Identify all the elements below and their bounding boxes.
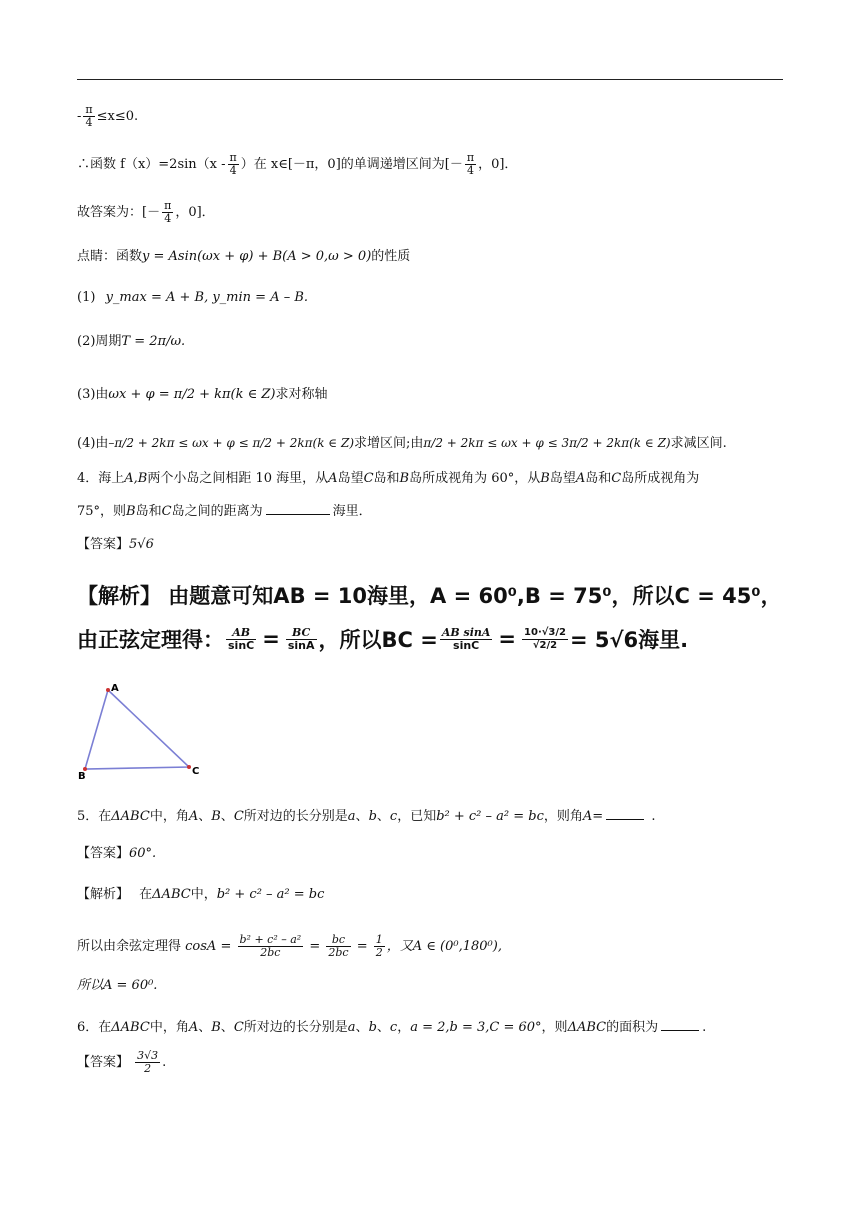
text: 求对称轴 [275,387,328,402]
triangle-symbol: ΔABC [111,809,150,824]
explanation-line-2: 由正弦定理得： $\frac{AB}{\sin C}$ = $\frac{BC}{\sin A}$ ，所以BC = $\frac{\text{AB sinA}}{\sin C}$ = $\frac{10\cdot√3/2}{√2/2}$ = 5√6海里. [77,625,689,652]
text: 岛和 [373,471,400,486]
condition: b² + c² – a² = bc [216,887,325,902]
label: (1) [77,290,96,305]
text: 两个小岛之间相距 10 海里，从 [147,471,329,486]
text: 岛和 [135,504,162,519]
property-3 [77,387,328,403]
answer-label: 【答案】 [77,537,130,552]
text: ，所以BC = [318,628,438,652]
explanation-image [77,570,782,682]
answer-line: 故答案为：[－ $\frac{\pi}{4}$ ，0]． [77,199,215,225]
explanation-line-1: 【解析】 由题意可知AB = 10海里，A = 60⁰,B = 75⁰，所以C = 45⁰， [77,584,782,608]
text: 求增区间;由 [354,436,424,451]
question-5-explain [77,887,324,903]
text: ，0]． [478,157,518,172]
triangle-symbol: ΔABC [111,1020,150,1035]
vertex-b-label: B [78,771,86,780]
text: 岛望 [337,471,364,486]
text: 岛所成视角为 60°，从 [409,471,541,486]
vertex-a-dot [106,688,110,692]
property-1 [77,290,308,306]
formula: π/2 + 2kπ ≤ ωx + φ ≤ 3π/2 + 2kπ(k ∈ Z) [423,436,671,450]
text: 4．海上 [77,471,125,486]
answer-value: 5√6 [129,537,154,552]
text: 5．在 [77,809,112,824]
formula: y = Asin(ωx + φ) + B(A > 0,ω > 0) [142,249,372,264]
question-5-line-1: 5．在ΔABC中，角A、B、C所对边的长分别是a、b、c，已知b² + c² – a² = bc，则角A= . [77,809,656,824]
formula: ωx + φ = π/2 + kπ(k ∈ Z) [108,387,276,402]
answer-label: 【答案】 [77,1055,130,1070]
formula: y_max = A + B, y_min = A – B. [105,290,309,305]
label: (3)由 [77,387,109,402]
triangle-shape [85,690,189,769]
property-4 [77,435,727,452]
given-values: a = 2,b = 3,C = 60° [410,1020,542,1035]
answer-label: 【答案】 [77,846,130,861]
text: 中， [190,887,217,902]
text: 由正弦定理得： [77,628,224,652]
text: 点睛：函数 [77,249,143,264]
question-5-answer [77,846,156,862]
text: 所以由余弦定理得 [77,939,182,954]
solution-line-2: ∴函数 f（x）=2sin（x - $\frac{\pi}{4}$ ）在 x∈[－π，0]的单调递增区间为[－ $\frac{\pi}{4}$ ，0]． [77,151,518,177]
text: ，又A ∈ (0⁰,180⁰), [386,939,502,954]
text: ，0]． [175,205,215,220]
answer-blank [266,502,330,515]
formula: T = 2π/ω. [121,334,186,349]
text: ，已知 [397,809,437,824]
answer-blank [661,1018,699,1031]
property-2 [77,334,185,350]
vertex-a-label: A [111,683,119,694]
text: 岛所成视角为 [621,471,700,486]
vertex-c-label: C [192,766,200,777]
text: ， [397,1020,411,1035]
question-4-answer [77,537,154,553]
text: ∴函数 f（x）=2sin（x - [77,157,226,172]
text: 的面积为 [606,1020,659,1035]
formula: –π/2 + 2kπ ≤ ωx + φ ≤ π/2 + 2kπ(k ∈ Z) [108,436,354,450]
vertex-c-dot [187,765,191,769]
text: 求减区间. [670,436,727,451]
label: (2)周期 [77,334,122,349]
text: 中，角 [149,1020,189,1035]
text: ，则角 [543,809,583,824]
text: 所以A = 60⁰. [77,978,158,993]
triangle-diagram [74,680,214,780]
explain-label: 【解析】 [77,887,130,902]
text: = 5√6海里. [569,628,689,652]
text: 中，角 [149,809,189,824]
text: = [592,809,604,824]
label: (4)由 [77,436,109,451]
text: 岛和 [585,471,612,486]
condition: b² + c² – a² = bc [436,809,544,824]
text: 的性质 [371,249,411,264]
text: 岛之间的距离为 [171,504,263,519]
text: 海里． [332,504,372,519]
text: 岛望 [549,471,576,486]
text: 75°，则 [77,504,127,519]
text: 所对边的长分别是 [243,809,348,824]
text: 所对边的长分别是 [243,1020,348,1035]
question-4-line-2: 75°，则B岛和C岛之间的距离为 海里． [77,504,372,519]
triangle-symbol: ΔABC [152,887,191,902]
tip-line [77,249,410,265]
question-4-line-1: 4．海上A,B两个小岛之间相距 10 海里，从A岛望C岛和B岛所成视角为 60°，从B岛望A岛和C岛所成视角为 [77,471,700,486]
text: 故答案为：[－ [77,205,161,220]
text: ，则 [541,1020,568,1035]
answer-value: 60°. [129,846,157,861]
text: 在 [139,887,153,902]
question-5-law: 所以由余弦定理得 cosA = $\frac{\text{b² + c² – a²}}{2bc}$ = $\frac{bc}{2bc}$ = $\frac{1}{2}$ ，又A ∈ (0⁰,180⁰), [77,933,502,959]
text: 6．在 [77,1020,112,1035]
question-6-line-1: 6．在ΔABC中，角A、B、C所对边的长分别是a、b、c，a = 2,b = 3,C = 60°，则ΔABC的面积为 . [77,1020,707,1035]
answer-blank [606,807,644,820]
question-5-conclusion [77,978,157,994]
text: ）在 x∈[－π，0]的单调递增区间为[－ [240,157,463,172]
solution-line-1: - $\frac{\pi}{4}$ ≤x≤0. [77,103,139,129]
header-rule [77,79,783,80]
question-6-answer: 【答案】 $\frac{3√3}{2}$ . [77,1049,167,1075]
triangle-symbol: ΔABC [567,1020,607,1035]
